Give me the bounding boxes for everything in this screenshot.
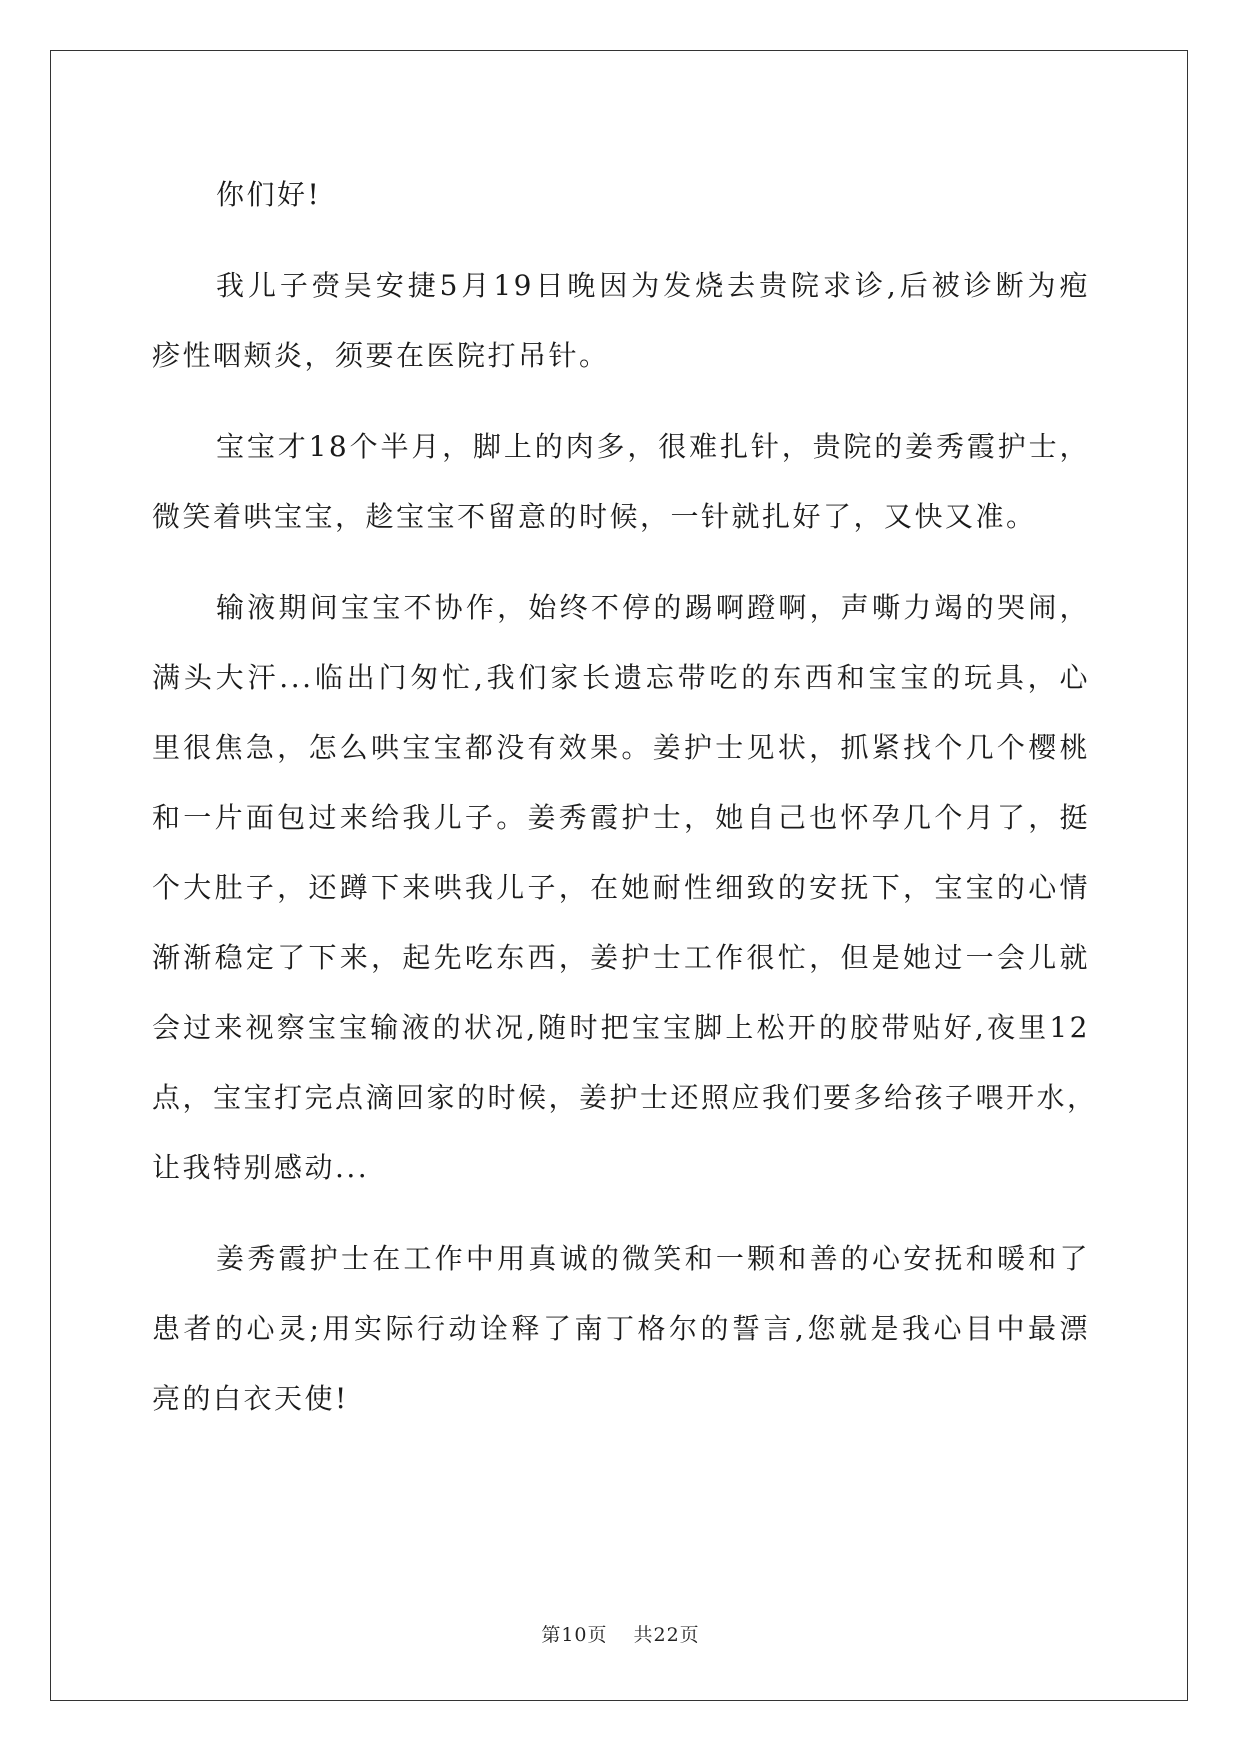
text-line: 宝宝才18个半月，脚上的肉多，很难扎针，贵院的姜秀霞护士， <box>216 430 1090 463</box>
paragraph-gap <box>152 1203 1090 1224</box>
paragraph <box>152 573 1098 1203</box>
text-line: 我儿子赍吴安捷5月19日晚因为发烧去贵院求诊,后被诊断为疱 <box>216 269 1090 302</box>
paragraph-gap <box>152 552 1090 573</box>
text-line: 和一片面包过来给我儿子。姜秀霞护士，她自己也怀孕几个月了，挺 <box>152 801 1090 834</box>
page-number: 第10页 <box>541 1624 608 1646</box>
text-line: 微笑着哄宝宝，趁宝宝不留意的时候，一针就扎好了，又快又准。 <box>152 500 1037 533</box>
paragraph <box>152 412 1090 552</box>
paragraph-gap <box>152 391 1090 412</box>
text-line: 个大肚子，还蹲下来哄我儿子，在她耐性细致的安抚下，宝宝的心情 <box>152 871 1090 904</box>
text-line: 输液期间宝宝不协作，始终不停的踢啊蹬啊，声嘶力竭的哭闹， <box>216 591 1090 624</box>
text-line: 会过来视察宝宝输液的状况,随时把宝宝脚上松开的胶带贴好,夜里12 <box>152 1011 1090 1044</box>
paragraph <box>152 160 1090 230</box>
text-line: 渐渐稳定了下来，起先吃东西，姜护士工作很忙，但是她过一会儿就 <box>152 941 1090 974</box>
paragraph <box>152 251 1090 391</box>
text-line: 点，宝宝打完点滴回家的时候，姜护士还照应我们要多给孩子喂开水， <box>152 1081 1098 1114</box>
text-line: 亮的白衣天使! <box>152 1382 349 1415</box>
text-line: 里很焦急，怎么哄宝宝都没有效果。姜护士见状，抓紧找个几个樱桃 <box>152 731 1090 764</box>
letter-body <box>152 160 1098 1434</box>
text-line: 疹性咽颊炎，须要在医院打吊针。 <box>152 339 610 372</box>
paragraph-gap <box>152 230 1090 251</box>
page-footer <box>0 1620 1241 1647</box>
text-line: 患者的心灵;用实际行动诠释了南丁格尔的誓言,您就是我心目中最漂 <box>152 1312 1090 1345</box>
page-total: 共22页 <box>633 1624 700 1646</box>
text-line: 姜秀霞护士在工作中用真诚的微笑和一颗和善的心安抚和暖和了 <box>216 1242 1090 1275</box>
text-line: 满头大汗...临出门匆忙,我们家长遗忘带吃的东西和宝宝的玩具，心 <box>152 661 1090 694</box>
paragraph <box>152 1224 1090 1434</box>
text-line: 你们好! <box>216 178 322 211</box>
text-line: 让我特别感动... <box>152 1151 370 1184</box>
